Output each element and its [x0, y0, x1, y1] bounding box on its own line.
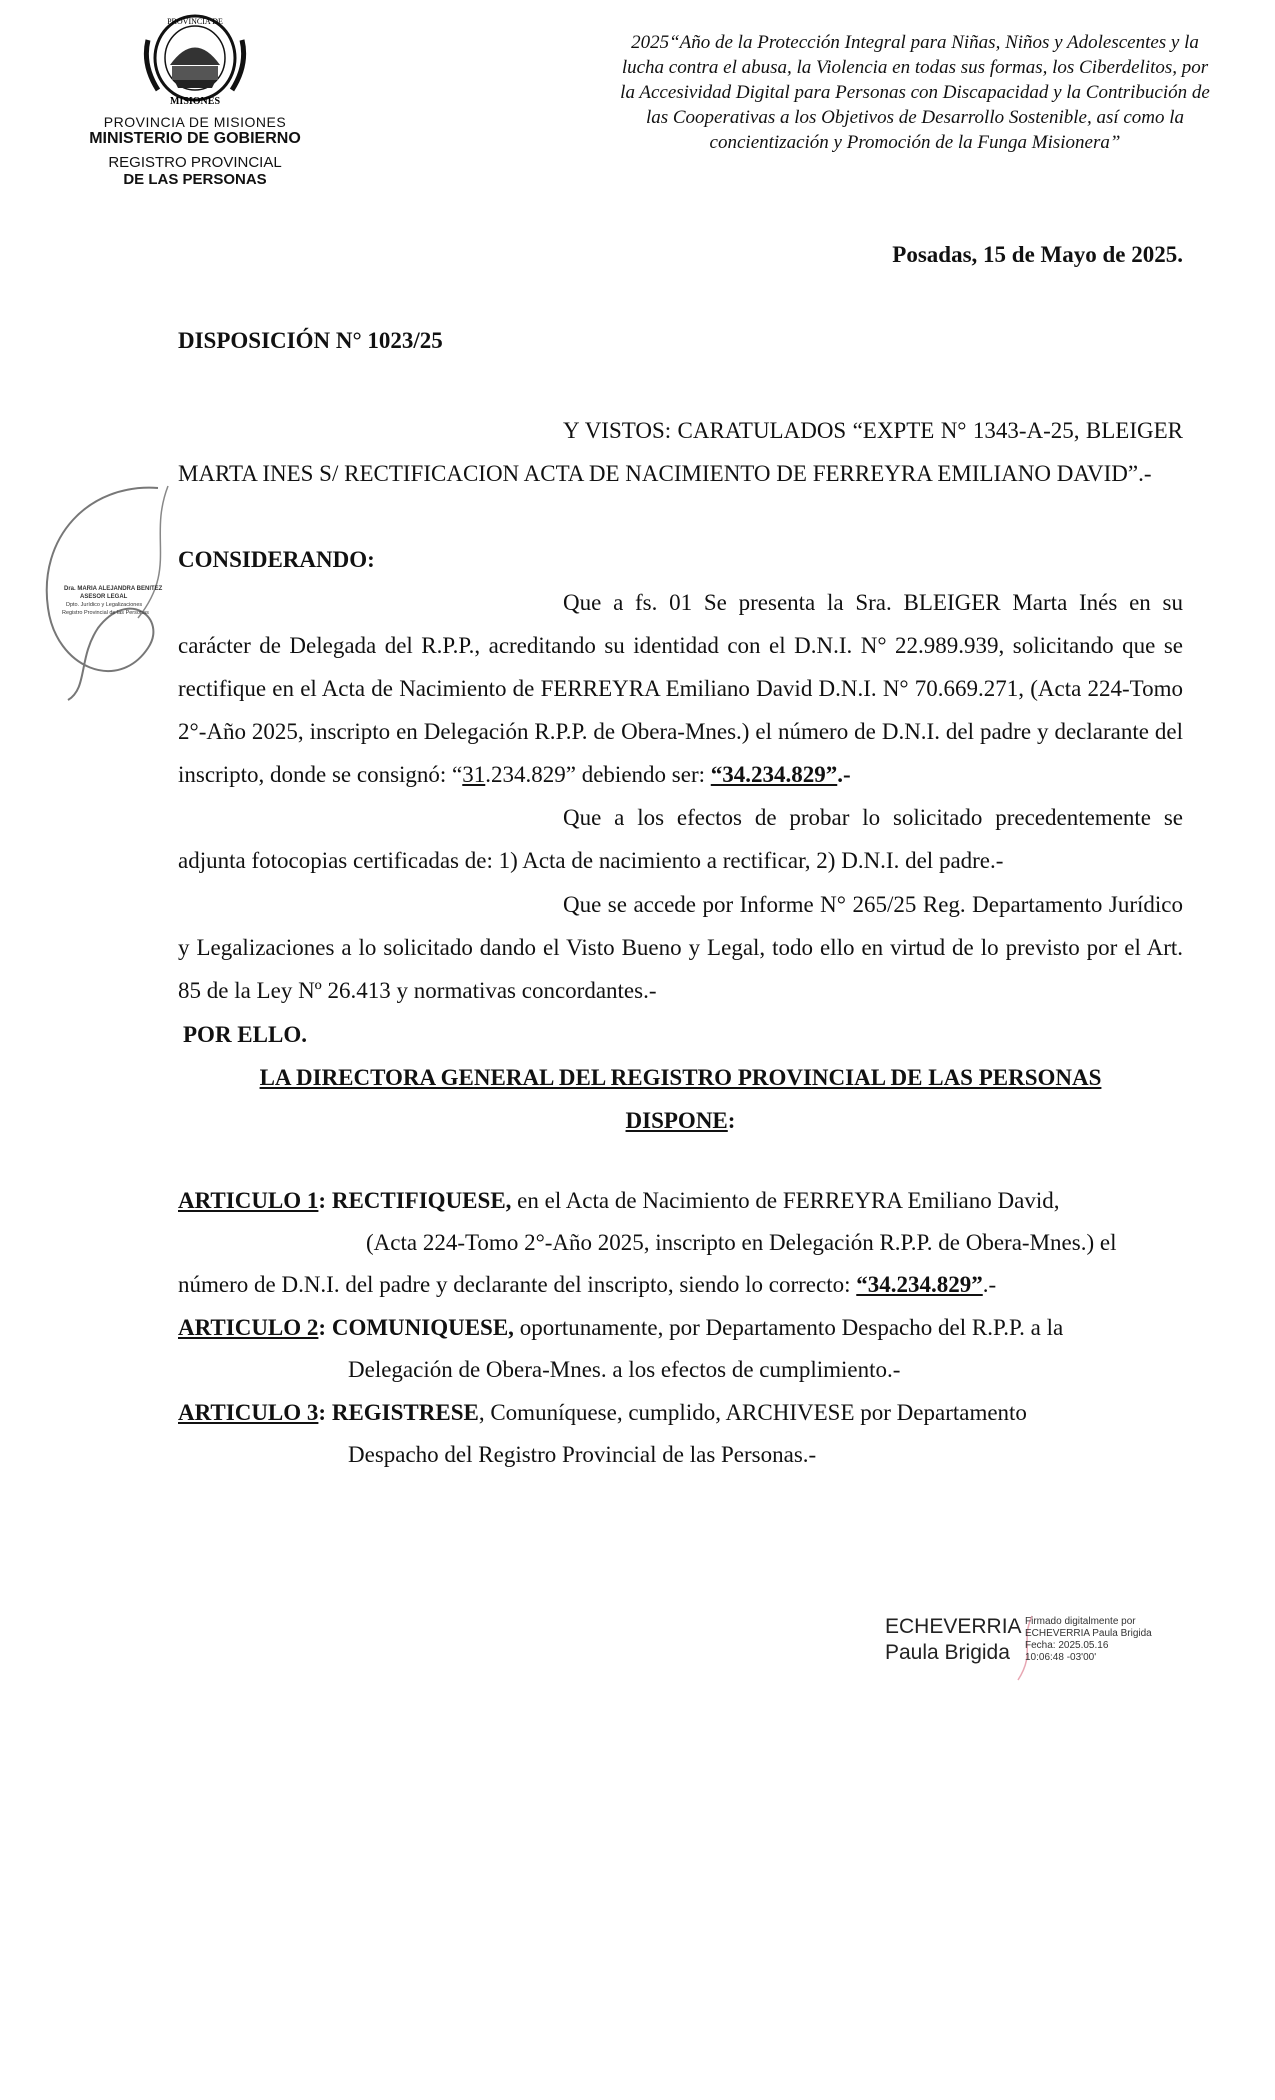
date-line: Posadas, 15 de Mayo de 2025. [892, 242, 1183, 267]
article-1-verb: RECTIFIQUESE, [331, 1188, 512, 1213]
digital-signature: ECHEVERRIA Paula Brigida Firmado digitalmente por ECHEVERRIA Paula Brigida Fecha: 2025.05.16 10:06:48 -03'00' [885, 1612, 1185, 1692]
article-3-line1: , Comuníquese, cumplido, ARCHIVESE por Departamento [478, 1400, 1027, 1425]
svg-text:Dra. MARIA ALEJANDRA BENITEZ: Dra. MARIA ALEJANDRA BENITEZ [64, 586, 163, 592]
wrong-dni-rest: .234.829” debiendo ser: [485, 762, 711, 787]
article-1-line2: (Acta 224-Tomo 2°-Año 2025, inscripto en Delegación R.P.P. de Obera-Mnes.) el [366, 1230, 1117, 1255]
disposition-title: DISPOSICIÓN N° 1023/25 [178, 328, 443, 353]
registry-name-line2: DE LAS PERSONAS [123, 171, 267, 188]
svg-text:ASESOR LEGAL: ASESOR LEGAL [80, 594, 128, 600]
article-2-verb: COMUNIQUESE, [331, 1315, 514, 1340]
considerando-p1-text: Que a fs. 01 Se presenta la Sra. BLEIGER Marta Inés en su carácter de Delegada del R.P.P., acreditando su identidad con el D.N.I. N° 22.989.939, solicitando que se rectifique en el Acta de Nacimiento de FERREYRA Emiliano David D.N.I. N° 70.669.271, (Acta 224-Tomo 2°-Año 2025, inscripto en Delegación R.P.P. de Obera-Mnes.) el número de D.N.I. del padre y declarante del inscripto, donde se consignó: “ [178, 590, 1183, 787]
article-3: ARTICULO 3: REGISTRESE, Comuníquese, cumplido, ARCHIVESE por Departamento Despacho del Registro Provincial de las Personas.- [178, 1392, 1183, 1476]
ministry-logo-block [60, 10, 330, 190]
considerando-paragraph-1 [178, 581, 1183, 796]
considerando-paragraph-3: Que se accede por Informe N° 265/25 Reg. Departamento Jurídico y Legalizaciones a lo solicitado dando el Visto Bueno y Legal, todo ello en virtud de lo previsto por el Art. 85 de la Ley Nº 26.413 y normativas concordantes.- [178, 892, 1183, 1003]
article-2-line1: oportunamente, por Departamento Despacho del R.P.P. a la [513, 1315, 1064, 1340]
p1-suffix: .- [837, 762, 851, 787]
article-2-label: ARTICULO 2 [178, 1315, 319, 1340]
article-1-suffix: .- [982, 1272, 997, 1297]
article-2: ARTICULO 2: COMUNIQUESE, oportunamente, por Departamento Despacho del R.P.P. a la Delegación de Obera-Mnes. a los efectos de cumplimiento.- [178, 1307, 1183, 1391]
ministry-name: MINISTERIO DE GOBIERNO [89, 130, 301, 147]
considerando-paragraph-2: Que a los efectos de probar lo solicitado precedentemente se adjunta fotocopias certificadas de: 1) Acta de nacimiento a rectificar, 2) D.N.I. del padre.- [178, 805, 1183, 873]
considerando-label: CONSIDERANDO: [178, 547, 375, 572]
article-3-line2: Despacho del Registro Provincial de las Personas.- [348, 1442, 817, 1467]
legal-advisor-stamp [28, 478, 188, 708]
svg-text:Registro Provincial de las Per: Registro Provincial de las Personas [62, 610, 149, 616]
signer-surname: ECHEVERRIA [885, 1615, 1022, 1638]
registry-name-line1: REGISTRO PROVINCIAL [108, 154, 282, 171]
director-title: LA DIRECTORA GENERAL DEL REGISTRO PROVINCIAL DE LAS PERSONAS [259, 1065, 1102, 1090]
article-1-line1: en el Acta de Nacimiento de FERREYRA Emiliano David, [511, 1188, 1060, 1213]
correct-dni: “34.234.829” [710, 762, 838, 787]
vistos-paragraph: Y VISTOS: CARATULADOS “EXPTE N° 1343-A-25, BLEIGER MARTA INES S/ RECTIFICACION ACTA DE NACIMIENTO DE FERREYRA EMILIANO DAVID”.- [178, 418, 1183, 486]
article-1-correct-dni: “34.234.829” [856, 1272, 983, 1297]
article-1: ARTICULO 1: RECTIFIQUESE, en el Acta de Nacimiento de FERREYRA Emiliano David, (Acta 224-Tomo 2°-Año 2025, inscripto en Delegación R.P.P. de Obera-Mnes.) el número de D.N.I. del padre y declarante del inscripto, siendo lo correcto: “34.234.829”.- [178, 1180, 1183, 1306]
article-3-label: ARTICULO 3 [178, 1400, 319, 1425]
article-1-label: ARTICULO 1 [178, 1188, 319, 1213]
seal-text-bottom: MISIONES [169, 96, 221, 107]
seal-text-top: PROVINCIA DE [167, 17, 223, 26]
article-3-verb: REGISTRESE [331, 1400, 479, 1425]
article-2-line2: Delegación de Obera-Mnes. a los efectos de cumplimiento.- [348, 1357, 901, 1382]
year-motto: 2025“Año de la Protección Integral para Niñas, Niños y Adolescentes y la lucha contra el abusa, la Violencia en todas sus formas, los Ciberdelitos, por la Accesividad Digital para Personas con Discapacidad y la Contribución de las Cooperativas a los Objetivos de Desarrollo Sostenible, así como la concientización y Promoción de la Funga Misionera” [620, 32, 1210, 153]
dispone-label: DISPONE [625, 1108, 728, 1133]
article-1-line3: número de D.N.I. del padre y declarante del inscripto, siendo lo correcto: [178, 1272, 857, 1297]
dispone-colon: : [727, 1108, 736, 1133]
director-general-heading [178, 1056, 1183, 1142]
provincial-seal-icon [140, 10, 250, 110]
por-ello-label: POR ELLO. [183, 1022, 307, 1047]
svg-text:Dpto. Jurídico y Legalizacione: Dpto. Jurídico y Legalizaciones [66, 602, 143, 608]
wrong-dni-prefix: 31 [462, 762, 486, 787]
signer-given-name: Paula Brigida [885, 1641, 1010, 1664]
province-name: PROVINCIA DE MISIONES [103, 114, 287, 130]
